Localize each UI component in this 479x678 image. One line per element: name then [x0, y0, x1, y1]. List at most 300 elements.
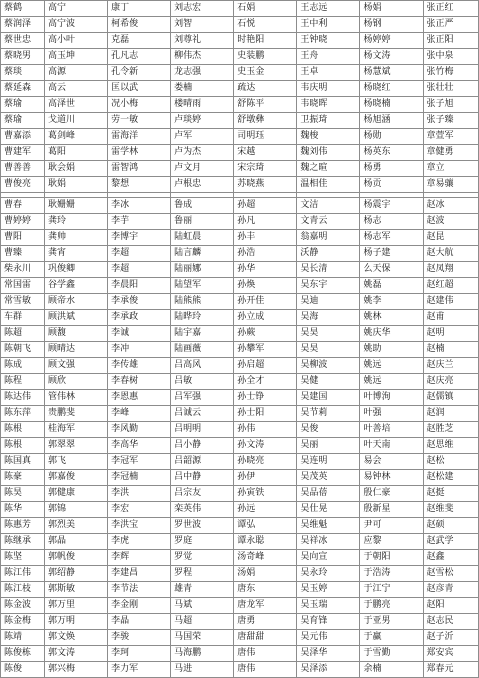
name-cell: 李骏 [108, 630, 171, 646]
name-cell: 吴昊 [297, 342, 360, 358]
name-cell: 史玉金 [234, 65, 297, 81]
name-cell: 章健勇 [423, 145, 478, 161]
name-cell: 汤奇峰 [234, 550, 297, 566]
name-cell: 应黎 [360, 534, 423, 550]
name-cell: 耿姗姗 [44, 198, 107, 214]
name-cell: 栾英伟 [171, 502, 234, 518]
name-cell: 赵彦青 [423, 582, 478, 598]
table-row [1, 262, 479, 278]
name-cell: 姚远 [360, 358, 423, 374]
name-cell: 顾欣 [44, 374, 107, 390]
name-cell: 李诚 [108, 326, 171, 342]
name-cell: 卢军 [171, 129, 234, 145]
name-cell: 雷海洋 [108, 129, 171, 145]
name-cell: 姚助 [360, 342, 423, 358]
name-cell: 吴长清 [297, 262, 360, 278]
name-cell: 顾文强 [44, 358, 107, 374]
name-cell: 王钟晓 [297, 33, 360, 49]
name-cell: 赵鑫 [423, 550, 478, 566]
name-cell: 陆画薇 [171, 342, 234, 358]
name-cell: 吴连明 [297, 454, 360, 470]
name-cell: 罗世波 [171, 518, 234, 534]
name-cell: 文青云 [297, 214, 360, 230]
name-cell: 葛阳 [44, 145, 107, 161]
name-cell: 赵甫 [423, 310, 478, 326]
name-cell: 郭健康 [44, 486, 107, 502]
name-cell: 李超 [108, 262, 171, 278]
name-cell: 蔡延森 [1, 81, 45, 97]
name-cell: 司明珏 [234, 129, 297, 145]
name-cell: 李传雄 [108, 358, 171, 374]
name-cell: 郭兴梅 [44, 662, 107, 678]
name-cell: 石悦 [234, 17, 297, 33]
name-cell: 吴仕晃 [297, 502, 360, 518]
name-cell: 陈达伟 [1, 390, 45, 406]
name-cell: 李节法 [108, 582, 171, 598]
name-cell: 吕高风 [171, 358, 234, 374]
name-cell: 杨文涛 [360, 49, 423, 65]
name-cell: 李辉 [108, 550, 171, 566]
name-cell: 史装鹏 [234, 49, 297, 65]
name-cell: 杨勇 [360, 161, 423, 177]
name-cell: 陈金梅 [1, 614, 45, 630]
name-cell: 宋宗琦 [234, 161, 297, 177]
name-cell: 陈国真 [1, 454, 45, 470]
table-row [1, 454, 479, 470]
name-cell: 陈豪 [1, 470, 45, 486]
name-cell: 娄楠 [171, 81, 234, 97]
name-cell: 孙晓亮 [234, 454, 297, 470]
table-row [1, 486, 479, 502]
name-cell: 叶强 [360, 406, 423, 422]
name-cell: 赵武学 [423, 534, 478, 550]
name-cell: 赵思维 [423, 438, 478, 454]
name-cell: 孙全才 [234, 374, 297, 390]
name-cell: 赵志民 [423, 614, 478, 630]
name-cell: 杨钢 [360, 17, 423, 33]
name-cell: 吴迪 [297, 294, 360, 310]
name-cell: 柳伟杰 [171, 49, 234, 65]
name-cell: 王卓 [297, 65, 360, 81]
name-cell: 李恩惠 [108, 390, 171, 406]
name-cell: 郭翠翠 [44, 438, 107, 454]
name-cell: 贵鹏斐 [44, 406, 107, 422]
name-cell: 高宁波 [44, 17, 107, 33]
name-cell: 吴东宇 [297, 278, 360, 294]
name-cell: 孙华 [234, 262, 297, 278]
name-cell: 舒陈平 [234, 97, 297, 113]
name-cell: 陆熊熊 [171, 294, 234, 310]
name-cell: 孙立成 [234, 310, 297, 326]
name-cell: 苏晓燕 [234, 177, 297, 193]
name-cell: 曹臻 [1, 246, 45, 262]
name-cell: 郑安宾 [423, 646, 478, 662]
name-cell: 陈华 [1, 502, 45, 518]
table-row [1, 129, 479, 145]
name-cell: 李力军 [108, 662, 171, 678]
name-cell: 尹可 [360, 518, 423, 534]
name-cell: 蔡润泽 [1, 17, 45, 33]
name-cell: 陆丽娜 [171, 262, 234, 278]
name-cell: 陈成 [1, 358, 45, 374]
name-cell: 康丁 [108, 1, 171, 17]
name-cell: 杨娟 [360, 1, 423, 17]
name-cell: 马海鹏 [171, 646, 234, 662]
name-cell: 桂海军 [44, 422, 107, 438]
name-cell: 陆虹晨 [171, 230, 234, 246]
name-cell: 杨子建 [360, 246, 423, 262]
name-cell: 蔡瑜 [1, 113, 45, 129]
name-cell: 赵维斐 [423, 502, 478, 518]
name-cell: 叶博洵 [360, 390, 423, 406]
name-cell: 姚磊 [360, 278, 423, 294]
name-cell: 曹俊亮 [1, 177, 45, 193]
name-cell: 罗程 [171, 566, 234, 582]
name-cell: 杨晓楠 [360, 97, 423, 113]
name-cell: 马超 [171, 614, 234, 630]
name-cell: 杨贡 [360, 177, 423, 193]
table-row [1, 470, 479, 486]
name-cell: 李春树 [108, 374, 171, 390]
name-cell: 高宁 [44, 1, 107, 17]
name-cell: 吴泽添 [297, 662, 360, 678]
table-row [1, 598, 479, 614]
table-row [1, 614, 479, 630]
name-cell: 赵红超 [423, 278, 478, 294]
name-cell: 克磊 [108, 33, 171, 49]
name-cell: 陈江枝 [1, 582, 45, 598]
name-cell: 郭晶 [44, 534, 107, 550]
table-row [1, 550, 479, 566]
name-cell: 吴昊 [297, 326, 360, 342]
name-cell: 章立 [423, 161, 478, 177]
name-cell: 陈东萍 [1, 406, 45, 422]
name-cell: 刘智 [171, 17, 234, 33]
name-cell: 陈江伟 [1, 566, 45, 582]
name-cell: 楼晴雨 [171, 97, 234, 113]
name-cell: 时艳阳 [234, 33, 297, 49]
name-cell: 葛剑峰 [44, 129, 107, 145]
name-cell: 龚玲 [44, 214, 107, 230]
name-cell: 卢文月 [171, 161, 234, 177]
name-cell: 赵建伟 [423, 294, 478, 310]
name-cell: 易钟林 [360, 470, 423, 486]
name-cell: 高小叶 [44, 33, 107, 49]
name-cell: 郭飞 [44, 454, 107, 470]
name-cell: 蔡瑜 [1, 97, 45, 113]
name-cell: 鲁成 [171, 198, 234, 214]
name-cell: 郭万里 [44, 598, 107, 614]
name-cell: 高源 [44, 65, 107, 81]
name-cell: 曹阳 [1, 230, 45, 246]
name-cell: 石娟 [234, 1, 297, 17]
name-cell: 常国雷 [1, 278, 45, 294]
name-cell: 陈继承 [1, 534, 45, 550]
name-cell: 蔡琰 [1, 65, 45, 81]
name-cell: 杨勋 [360, 129, 423, 145]
name-cell: 李金刚 [108, 598, 171, 614]
name-cell: 吴玉婷 [297, 582, 360, 598]
name-cell: 赵雪松 [423, 566, 478, 582]
name-cell: 孙启超 [234, 358, 297, 374]
name-cell: 余楠 [360, 662, 423, 678]
name-cell: 李宏 [108, 502, 171, 518]
table-row [1, 145, 479, 161]
name-cell: 雄青 [171, 582, 234, 598]
name-cell: 赵胜芝 [423, 422, 478, 438]
name-cell: 叶天南 [360, 438, 423, 454]
name-cell: 李洪宝 [108, 518, 171, 534]
name-cell: 李峰 [108, 406, 171, 422]
name-cell: 于鹏亮 [360, 598, 423, 614]
name-cell: 张子旭 [423, 97, 478, 113]
name-cell: 龚宵 [44, 246, 107, 262]
name-cell: 吴玉瑞 [297, 598, 360, 614]
table-row [1, 198, 479, 214]
name-cell: 张中泉 [423, 49, 478, 65]
name-cell: 于朝阳 [360, 550, 423, 566]
name-cell: 孙浩 [234, 246, 297, 262]
name-cell: 柴永川 [1, 262, 45, 278]
name-cell: 李博宇 [108, 230, 171, 246]
name-cell: 唐东 [234, 582, 297, 598]
name-cell: 蔡晓男 [1, 49, 45, 65]
name-cell: 孙远 [234, 502, 297, 518]
name-cell: 高玉坤 [44, 49, 107, 65]
name-cell: 杨志军 [360, 230, 423, 246]
name-cell: 李晨阳 [108, 278, 171, 294]
name-cell: 谭弘 [234, 518, 297, 534]
name-cell: 汤娟 [234, 566, 297, 582]
name-cell: 常雪敏 [1, 294, 45, 310]
table-row [1, 390, 479, 406]
name-cell: 孙超 [234, 198, 297, 214]
name-cell: 吴健 [297, 374, 360, 390]
name-cell: 陆望军 [171, 278, 234, 294]
name-cell: 郭烈美 [44, 518, 107, 534]
name-cell: 高云 [44, 81, 107, 97]
name-cell: 赵昆 [423, 230, 478, 246]
name-cell: 郭万明 [44, 614, 107, 630]
name-cell: 吴育锋 [297, 614, 360, 630]
name-cell: 吴维魁 [297, 518, 360, 534]
name-cell: 陆宇嘉 [171, 326, 234, 342]
name-cell: 孔令新 [108, 65, 171, 81]
name-cell: 吕明明 [171, 422, 234, 438]
name-cell: 赵阳 [423, 598, 478, 614]
name-cell: 吕诚云 [171, 406, 234, 422]
name-cell: 陈俊栋 [1, 646, 45, 662]
name-cell: 管伟林 [44, 390, 107, 406]
name-cell: 王志远 [297, 1, 360, 17]
name-cell: 宋越 [234, 145, 297, 161]
name-cell: 魏梭 [297, 129, 360, 145]
name-cell: 吴向宣 [297, 550, 360, 566]
name-cell: 谷学鑫 [44, 278, 107, 294]
name-cell: 赵硕 [423, 518, 478, 534]
name-cell: 唐伟 [234, 662, 297, 678]
table-row [1, 97, 479, 113]
name-cell: 于雪勤 [360, 646, 423, 662]
name-cell: 卫振琦 [297, 113, 360, 129]
table-row [1, 161, 479, 177]
name-cell: 李晶 [108, 614, 171, 630]
name-cell: 李建昌 [108, 566, 171, 582]
name-cell: 陆言麟 [171, 246, 234, 262]
table-row [1, 33, 479, 49]
name-cell: 李风勤 [108, 422, 171, 438]
name-cell: 郭斯敏 [44, 582, 107, 598]
name-cell: 于江宁 [360, 582, 423, 598]
table-row [1, 326, 479, 342]
name-cell: 曹春 [1, 198, 45, 214]
name-cell: 韦晓晖 [297, 97, 360, 113]
name-cell: 罗庭 [171, 534, 234, 550]
name-cell: 吴品蓓 [297, 486, 360, 502]
name-cell: 杨旭涵 [360, 113, 423, 129]
table-row [1, 662, 479, 678]
table-row [1, 518, 479, 534]
name-cell: 郭文涛 [44, 646, 107, 662]
name-cell: 张竹梅 [423, 65, 478, 81]
name-cell: 陈坚 [1, 550, 45, 566]
name-cell: 孙攀军 [234, 342, 297, 358]
name-cell: 曹嘉添 [1, 129, 45, 145]
name-cell: 龚帅 [44, 230, 107, 246]
name-cell: 曹婷婷 [1, 214, 45, 230]
name-cell: 顾馥 [44, 326, 107, 342]
name-cell: 李高华 [108, 438, 171, 454]
name-cell: 吴柳波 [297, 358, 360, 374]
name-cell: 陈金波 [1, 598, 45, 614]
name-cell: 陈朝飞 [1, 342, 45, 358]
name-cell: 陈根 [1, 422, 45, 438]
name-cell: 柯希俊 [108, 17, 171, 33]
name-cell: 赵庆亮 [423, 374, 478, 390]
table-row [1, 214, 479, 230]
table-row [1, 177, 479, 193]
name-cell: 孙士铮 [234, 390, 297, 406]
name-cell: 魏之暄 [297, 161, 360, 177]
name-cell: 唐伟 [234, 646, 297, 662]
name-cell: 赵儒镇 [423, 390, 478, 406]
name-cell: 孙蕨 [234, 326, 297, 342]
name-cell: 赵冰 [423, 198, 478, 214]
name-cell: 赵庆兰 [423, 358, 478, 374]
name-cell: 孙伊 [234, 470, 297, 486]
name-cell: 李冠军 [108, 454, 171, 470]
name-cell: 赵楠 [423, 342, 478, 358]
name-cell: 翁嘉明 [297, 230, 360, 246]
name-cell: 曹善善 [1, 161, 45, 177]
name-cell: 杨婷婷 [360, 33, 423, 49]
name-cell: 卢根忠 [171, 177, 234, 193]
table-row [1, 65, 479, 81]
name-cell: 李超 [108, 246, 171, 262]
name-cell: 鲁丽 [171, 214, 234, 230]
name-cell: 王中利 [297, 17, 360, 33]
table-row [1, 374, 479, 390]
name-cell: 殷新星 [360, 502, 423, 518]
name-cell: 王舟 [297, 49, 360, 65]
name-cell: 疏达 [234, 81, 297, 97]
name-cell: 马进 [171, 662, 234, 678]
table-row [1, 646, 479, 662]
name-cell: 孙士阳 [234, 406, 297, 422]
name-cell: 张壮壮 [423, 81, 478, 97]
name-cell: 孙伟 [234, 422, 297, 438]
name-cell: 吴丽 [297, 438, 360, 454]
name-cell: 刘志宏 [171, 1, 234, 17]
table-row [1, 566, 479, 582]
table-row [1, 406, 479, 422]
name-cell: 赵波 [423, 214, 478, 230]
name-cell: 李虎 [108, 534, 171, 550]
name-cell: 陈靖 [1, 630, 45, 646]
name-cell: 郭嘉俊 [44, 470, 107, 486]
name-cell: 蔡世忠 [1, 33, 45, 49]
table-row [1, 630, 479, 646]
name-cell: 谭永聪 [234, 534, 297, 550]
table-row [1, 17, 479, 33]
name-cell: 吕韶源 [171, 454, 234, 470]
name-cell: 郑春元 [423, 662, 478, 678]
table-row [1, 113, 479, 129]
name-cell: 李珂 [108, 646, 171, 662]
name-cell: 杨志 [360, 214, 423, 230]
name-cell: 孙焕 [234, 278, 297, 294]
name-cell: 蔡鹤 [1, 1, 45, 17]
name-cell: 吴节莉 [297, 406, 360, 422]
name-cell: 温相佳 [297, 177, 360, 193]
name-cell: 李冰 [108, 198, 171, 214]
name-cell: 李承俊 [108, 294, 171, 310]
name-cell: 罗觉 [171, 550, 234, 566]
name-cell: 况小梅 [108, 97, 171, 113]
name-cell: 马国荣 [171, 630, 234, 646]
name-cell: 李洪 [108, 486, 171, 502]
name-cell: 舒墩彝 [234, 113, 297, 129]
name-cell: 吕军强 [171, 390, 234, 406]
name-cell: 文洁 [297, 198, 360, 214]
name-cell: 吴茂英 [297, 470, 360, 486]
name-cell: 章易骧 [423, 177, 478, 193]
name-cell: 陈根 [1, 438, 45, 454]
name-cell: 张正红 [423, 1, 478, 17]
name-cell: 黎想 [108, 177, 171, 193]
name-cell: 于赢 [360, 630, 423, 646]
name-cell: 耿娟 [44, 177, 107, 193]
name-cell: 吴泽华 [297, 646, 360, 662]
table-row [1, 534, 479, 550]
name-cell: 卢琰婷 [171, 113, 234, 129]
name-cell: 卢为杰 [171, 145, 234, 161]
name-cell: 吴海 [297, 310, 360, 326]
table-row [1, 1, 479, 17]
name-cell: 于浩涛 [360, 566, 423, 582]
name-roster-body [1, 1, 479, 678]
name-cell: 赵润 [423, 406, 478, 422]
name-cell: 车群 [1, 310, 45, 326]
table-row [1, 342, 479, 358]
name-cell: 吕敏 [171, 374, 234, 390]
name-cell: 赵明 [423, 326, 478, 342]
name-cell: 雷学林 [108, 145, 171, 161]
name-cell: 杨晓红 [360, 81, 423, 97]
name-cell: 李芋 [108, 214, 171, 230]
name-cell: 孔凡志 [108, 49, 171, 65]
name-cell: 沃静 [297, 246, 360, 262]
